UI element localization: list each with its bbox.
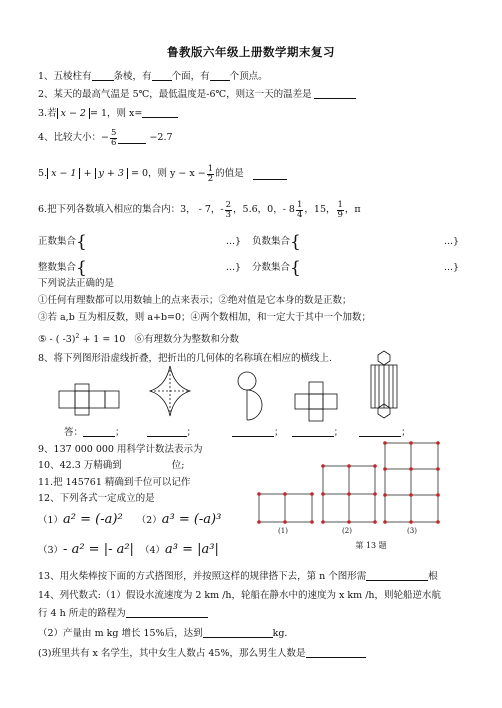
q6-text-d: ，π [344,204,361,215]
q5-plus: + [83,168,92,179]
q4-numerator: 5 [111,127,117,138]
match-joint-dot [436,441,440,445]
q12-option-2-label: （2） [136,515,162,526]
set-integer-label: 整数集合 [38,262,77,273]
match-joint-dot [321,520,325,524]
q14-blank-3[interactable] [306,647,366,658]
q6-minus: - [220,204,224,215]
q12-option-4-label: （4） [139,545,165,556]
set-negative-open: { [290,232,301,252]
match-joint-dot [347,464,351,468]
match-joint-dot [310,492,314,496]
q14-line-3 [38,627,287,640]
q7-expr-b: + 1 = 10 [82,334,126,346]
q7-item-6: ⑥有理数分为整数和分数 [134,334,240,346]
q5-abs1: x − 1 [47,168,80,179]
q6-f1-den: 3 [225,209,232,220]
match-joint-dot [409,441,413,445]
q7-line-1: ①任何有理数都可以用数轴上的点来表示；②绝对值是它本身的数是正数； [38,295,352,306]
q12-option-3-expr: - a² = |- a²| [63,542,134,557]
match-joint-dot [257,520,261,524]
q6-text-a: 6.把下列各数填入相应的集合内：3， - 7， [38,204,221,215]
q4-sign: − [101,132,110,143]
q4-text-b: −2.7 [149,132,173,143]
match-joint-dot [373,492,377,496]
match-joint-dot [383,493,387,497]
set-negative-label: 负数集合 [252,236,291,247]
q8-answer-label: 答： [64,427,84,438]
match-joint-dot [373,520,377,524]
q12-option-3-label: （3） [38,545,64,556]
question-9: 9、137 000 000 用科学计数法表示为 [38,444,203,455]
q1-text-b: 条棱，有 [113,71,152,82]
grid-figure-3 [385,443,438,522]
match-joint-dot [436,467,440,471]
set-fraction-close: ...} [444,262,460,273]
q8-sep-4: ； [333,427,344,438]
match-joint-dot [321,464,325,468]
q14-blank-1[interactable] [126,607,208,618]
q14-line-1: 14、列代数式:（1）假设水流速度为 2 km /h，轮船在静水中的速度为 x km /h，则轮船逆水航 [38,590,442,601]
q8-sep-2: ； [186,427,197,438]
q8-sep-3: ； [274,427,284,438]
match-joint-dot [383,520,387,524]
q6-text-b: ，5.6，0，- 8 [233,204,295,215]
q6-text-c: ，15， [304,204,336,215]
q14-text-c2: kg. [272,628,288,639]
question-13 [38,570,438,583]
set-fraction-open: { [290,258,301,278]
q5-label: 5. [38,168,48,179]
set-negative-close: ...} [444,236,460,247]
grid-figure-1 [259,494,312,522]
set-positive-close: ...} [226,236,242,247]
match-joint-dot [321,492,325,496]
q14-line-4 [38,647,366,660]
q14-text-d: (3)班里共有 x 名学生，其中女生人数占 45%，那么男生人数是 [38,648,306,659]
question-12: 12、下列各式一定成立的是 [38,493,155,504]
q12-option-4-expr: a³ = |a³| [164,542,219,557]
q5-numerator: 1 [207,163,214,174]
match-joint-dot [347,520,351,524]
q1-text-a: 1、五棱柱有 [38,71,92,82]
match-joint-dot [283,492,287,496]
q6-f3-num: 1 [337,199,343,210]
q3-abs-expr: x − 2 [57,108,90,119]
q14-text-b: 行 4 h 所走的路程为 [38,608,126,619]
match-joint-dot [436,520,440,524]
figure-13-label-2: (2) [342,527,352,535]
set-fraction-label: 分数集合 [252,262,291,273]
q14-line-2 [38,607,208,620]
q12-option-1-expr: a² = (-a)² [63,512,123,527]
question-8: 8、将下列图形沿虚线折叠，把折出的几何体的名称填在相应的横线上. [38,353,333,364]
figure-13-label-3: (3) [407,527,417,535]
q14-blank-2[interactable] [203,627,273,638]
match-joint-dot [409,467,413,471]
figure-13-caption: 第 13 题 [355,541,387,550]
q3-text-a: 3.若 [38,108,57,119]
match-joint-dot [409,520,413,524]
q6-f2-den: 4 [296,209,303,220]
figure-13-label-1: (1) [278,527,288,535]
q3-text-b: = 1，则 x= [89,108,143,119]
q10-text-a: 10、42.3 万精确到 [38,460,122,471]
set-integer-open: { [76,258,87,278]
match-joint-dot [409,493,413,497]
match-joint-dot [283,520,287,524]
q4-denominator: 6 [111,137,117,148]
q5-abs2: y + 3 [95,168,128,179]
q14-text-c: （2）产量由 m kg 增长 15%后，达到 [38,628,203,639]
match-joint-dot [383,441,387,445]
set-positive-open: { [76,232,87,252]
q1-text-c: 个面，有 [171,71,210,82]
q10-text-b: 位; [171,460,185,471]
q5-text-c: 的值是 [215,168,244,179]
match-joint-dot [257,492,261,496]
match-joint-dot [383,467,387,471]
set-integer-close: ...} [226,262,242,273]
q13-text-b: 根 [428,571,438,582]
match-joint-dot [373,464,377,468]
q7-expr-sup: 2 [75,333,80,340]
q12-option-1-label: （1） [38,515,64,526]
q4-text-a: 4、比较大小： [38,132,102,143]
q8-sep-5: ； [401,427,411,438]
q7-intro: 下列说法正确的是 [38,278,115,289]
question-11: 11.把 145761 精确到千位可以记作 [38,477,191,488]
q12-option-2-expr: a³ = (-a)³ [161,512,222,527]
q8-sep-1: ； [115,427,125,438]
set-positive-label: 正数集合 [38,236,77,247]
q6-f1-num: 2 [225,199,232,210]
q7-line-2: ③若 a,b 互为相反数，则 a+b=0；④两个数相加，和一定大于其中一个加数； [38,312,372,323]
page-title: 鲁教版六年级上册数学期末复习 [167,45,335,59]
match-joint-dot [347,492,351,496]
q1-text-d: 个顶点。 [229,71,268,82]
q2-text: 2、某天的最高气温是 5℃，最低温度是-6℃，则这一天的温差是 [38,89,312,100]
match-joint-dot [310,520,314,524]
q6-f3-den: 9 [337,209,343,220]
q6-f2-num: 1 [296,199,303,210]
q5-denominator: 2 [207,173,214,184]
q13-text-a: 13、用火柴棒按下面的方式搭图形，并按照这样的规律搭下去，第 n 个图形需 [38,571,367,582]
q13-blank[interactable] [366,570,428,581]
q5-text-b: = 0，则 y − x − [130,168,206,179]
q7-expr-a: ⑤ - ( -3) [38,334,76,346]
match-joint-dot [436,493,440,497]
